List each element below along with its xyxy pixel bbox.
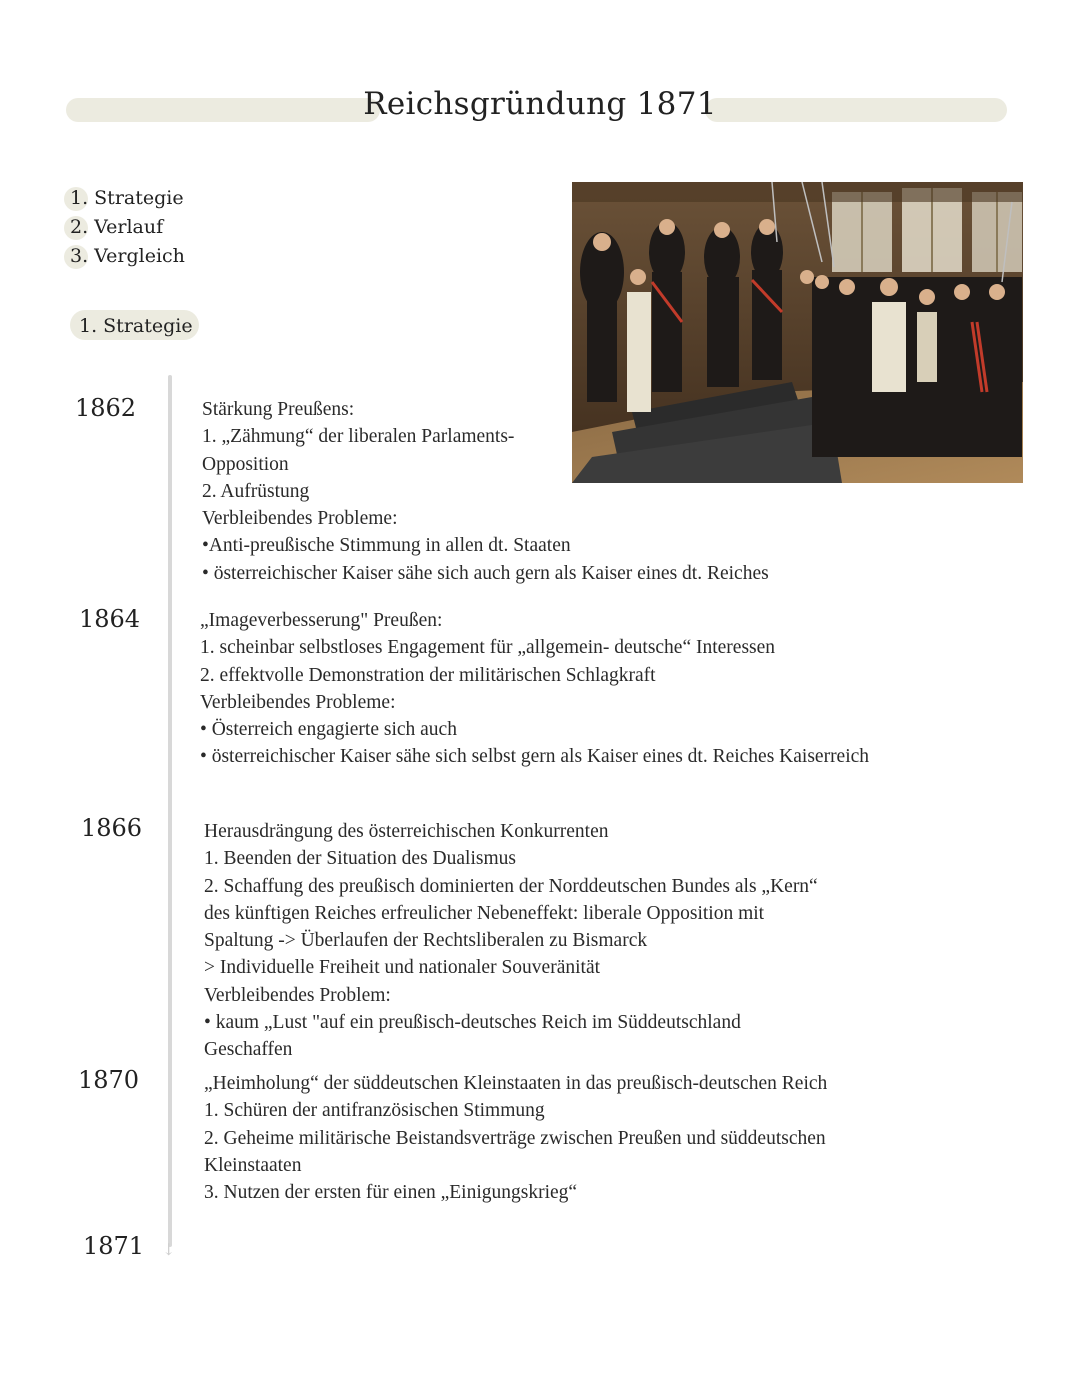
entry-line: Kleinstaaten (204, 1154, 302, 1176)
entry-line: Opposition (202, 453, 289, 475)
table-of-contents (70, 184, 185, 271)
entry-line: 2. Aufrüstung (202, 480, 310, 502)
timeline-year: 1871 (83, 1232, 145, 1260)
entry-line: 3. Nutzen der ersten für einen „Einigungskrieg“ (204, 1182, 578, 1204)
toc-item-strategie: 1. Strategie (70, 184, 185, 213)
entry-line: 1. scheinbar selbstloses Engagement für „allgemein- deutsche“ Interessen (200, 637, 776, 659)
entry-line: • österreichischer Kaiser sähe sich selbst gern als Kaiser eines dt. Reiches Kaiserreich (200, 746, 870, 768)
timeline-entry (204, 818, 818, 1064)
timeline-year: 1862 (75, 394, 137, 422)
entry-line: 1. „Zähmung“ der liberalen Parlaments- (202, 426, 515, 448)
timeline-entry (202, 396, 769, 587)
entry-line: 2. Schaffung des preußisch dominierten der Norddeutschen Bundes als „Kern“ (204, 875, 818, 897)
entry-line: des künftigen Reiches erfreulicher Nebeneffekt: liberale Opposition mit (204, 902, 765, 924)
entry-line: 2. Geheime militärische Beistandsverträge zwischen Preußen und süddeutschen (204, 1127, 826, 1149)
entry-line: Geschaffen (204, 1039, 293, 1061)
timeline-year: 1870 (78, 1066, 140, 1094)
entry-line: 1. Schüren der antifranzösischen Stimmung (204, 1100, 545, 1122)
entry-line: • kaum „Lust "auf ein preußisch-deutsches Reich im Süddeutschland (204, 1012, 741, 1034)
entry-line: Verbleibendes Probleme: (202, 508, 398, 530)
entry-line: Verbleibendes Probleme: (200, 691, 396, 713)
entry-line: Stärkung Preußens: (202, 399, 355, 420)
timeline-entry (204, 1070, 827, 1206)
section-heading: 1. Strategie (70, 310, 199, 340)
entry-line: „Imageverbesserung" Preußen: (200, 610, 443, 631)
page-title: Reichsgründung 1871 (363, 86, 717, 122)
entry-line: 1. Beenden der Situation des Dualismus (204, 848, 516, 870)
entry-line: Spaltung -> Überlaufen der Rechtsliberalen zu Bismarck (204, 930, 648, 952)
entry-line: •Anti-preußische Stimmung in allen dt. Staaten (202, 535, 571, 557)
timeline-line (168, 375, 172, 1247)
timeline-entry (200, 607, 869, 771)
entry-line: Verbleibendes Problem: (204, 984, 391, 1006)
entry-line: • Österreich engagierte sich auch (200, 719, 457, 741)
entry-line: • österreichischer Kaiser sähe sich auch gern als Kaiser eines dt. Reiches (202, 562, 769, 584)
timeline-year: 1866 (81, 814, 143, 842)
entry-line: „Heimholung“ der süddeutschen Kleinstaaten in das preußisch-deutschen Reich (204, 1073, 828, 1094)
entry-line: Herausdrängung des österreichischen Konkurrenten (204, 821, 609, 842)
entry-line: > Individuelle Freiheit und nationaler Souveränität (204, 957, 601, 979)
toc-item-vergleich: 3. Vergleich (70, 242, 185, 271)
entry-line: 2. effektvolle Demonstration der militärischen Schlagkraft (200, 664, 656, 686)
timeline-year: 1864 (79, 605, 141, 633)
toc-item-verlauf: 2. Verlauf (70, 213, 185, 242)
timeline-arrow-icon: ↓ (162, 1240, 176, 1259)
